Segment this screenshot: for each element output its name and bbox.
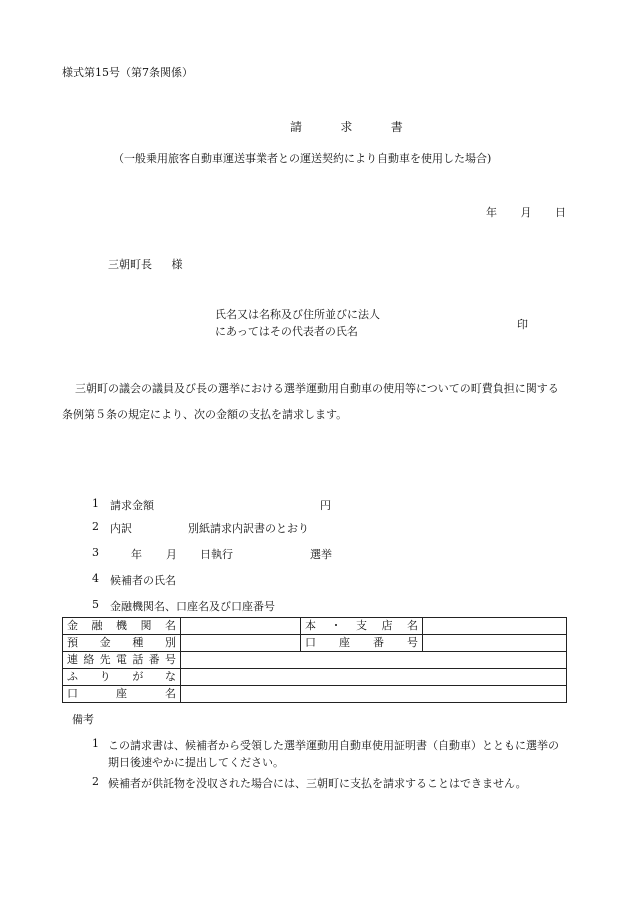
item-3-year: 年 xyxy=(131,548,142,561)
item-2-value: 別紙請求内訳書のとおり xyxy=(188,522,309,535)
bank-account-table xyxy=(62,617,567,703)
phone-field[interactable] xyxy=(181,652,567,669)
addressee xyxy=(108,256,183,272)
applicant-label-line1: 氏名又は名称及び住所並びに法人 xyxy=(215,308,380,321)
body-text-line2: 条例第５条の規定により、次の金額の支払を請求します。 xyxy=(62,408,348,421)
body-text-line1: 三朝町の議会の議員及び長の選挙における選挙運動用自動車の使用等についての町費負担に関する xyxy=(75,382,559,395)
furigana-field[interactable] xyxy=(181,669,567,686)
item-1-label: 請求金額 xyxy=(110,499,154,512)
item-3-day: 日執行 xyxy=(200,548,233,561)
bank-name-label: 金融機関名 xyxy=(63,618,181,635)
note-2-number: 2 xyxy=(92,775,99,788)
deposit-type-label: 預金種別 xyxy=(63,635,181,652)
item-4-number: 4 xyxy=(92,572,99,585)
note-1-line1: この請求書は、候補者から受領した選挙運動用自動車使用証明書（自動車）とともに選挙の xyxy=(108,739,559,752)
item-1-number: 1 xyxy=(92,497,99,510)
deposit-type-field[interactable] xyxy=(181,635,301,652)
note-2-text: 候補者が供託物を没収された場合には、三朝町に支払を請求することはできません。 xyxy=(108,777,527,790)
branch-label: 本・支店名 xyxy=(301,618,423,635)
note-1-line2: 期日後速やかに提出してください。 xyxy=(108,756,284,769)
table-row xyxy=(63,686,567,703)
note-1-number: 1 xyxy=(92,737,99,750)
item-1-unit: 円 xyxy=(320,499,331,512)
item-5-label: 金融機関名、口座名及び口座番号 xyxy=(110,600,275,613)
table-row xyxy=(63,618,567,635)
furigana-label: ふりがな xyxy=(63,669,181,686)
date-day: 日 xyxy=(555,206,566,219)
seal-mark: 印 xyxy=(517,318,528,331)
document-title: 請 求 書 xyxy=(290,120,417,134)
account-number-label: 口座番号 xyxy=(301,635,423,652)
account-name-field[interactable] xyxy=(181,686,567,703)
item-4-label: 候補者の氏名 xyxy=(110,574,176,587)
date-line xyxy=(486,204,566,220)
table-row xyxy=(63,635,567,652)
table-row xyxy=(63,652,567,669)
item-3-number: 3 xyxy=(92,546,99,559)
item-3-election: 選挙 xyxy=(310,548,332,561)
addressee-honorific: 様 xyxy=(171,258,183,271)
table-row xyxy=(63,669,567,686)
bank-name-field[interactable] xyxy=(181,618,301,635)
remarks-heading: 備考 xyxy=(72,713,94,726)
item-5-number: 5 xyxy=(92,598,99,611)
phone-label: 連絡先電話番号 xyxy=(63,652,181,669)
date-year: 年 xyxy=(486,206,497,219)
addressee-name: 三朝町長 xyxy=(108,258,152,271)
document-subtitle: （一般乗用旅客自動車運送事業者との運送契約により自動車を使用した場合) xyxy=(113,152,492,165)
account-number-field[interactable] xyxy=(423,635,567,652)
branch-field[interactable] xyxy=(423,618,567,635)
item-3-month: 月 xyxy=(166,548,177,561)
account-name-label: 口座名 xyxy=(63,686,181,703)
form-number: 様式第15号（第7条関係） xyxy=(62,66,193,79)
date-month: 月 xyxy=(520,206,532,219)
applicant-label-line2: にあってはその代表者の氏名 xyxy=(215,325,358,338)
item-2-label: 内訳 xyxy=(110,522,132,535)
item-2-number: 2 xyxy=(92,520,99,533)
